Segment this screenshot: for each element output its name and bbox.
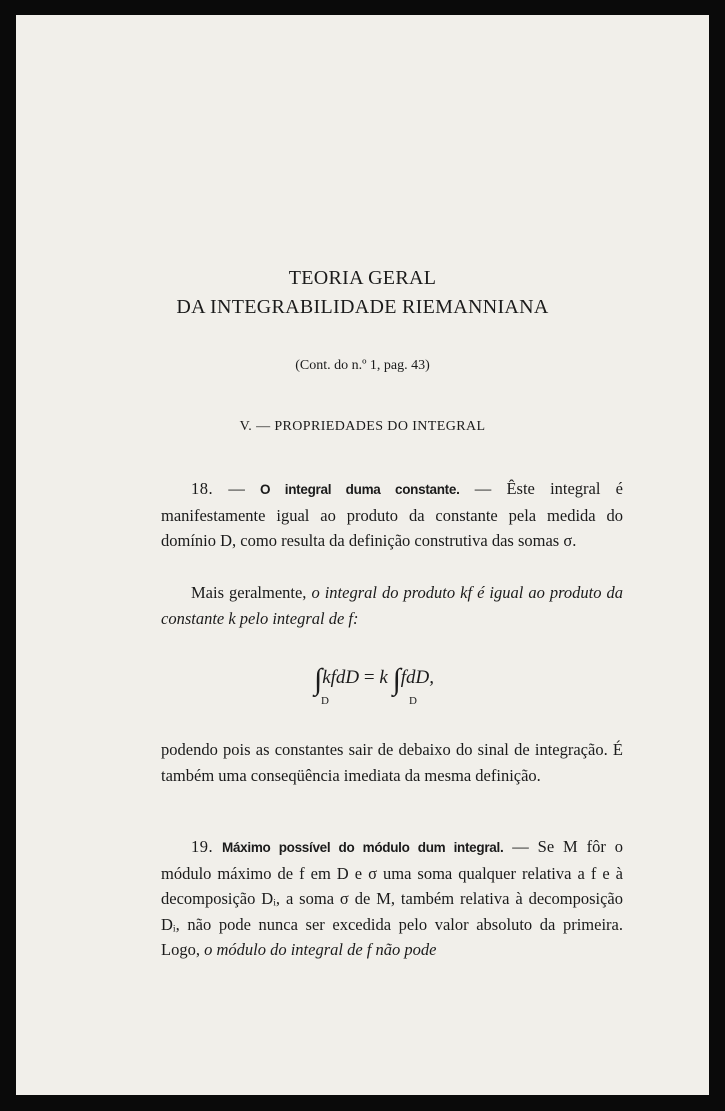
heading-dash: —: [213, 479, 261, 498]
document-page: [16, 15, 709, 1095]
formula-k: k: [379, 667, 388, 688]
formula-lhs: kfdD: [322, 667, 360, 688]
paragraph-18-continuation: [161, 580, 623, 631]
paragraph-number: 19.: [191, 837, 214, 856]
paragraph-italic: o módulo do integral de f não pode: [204, 940, 437, 959]
paragraph-text: — Êste integral é manifestamente igual ao produto da constante pela medida do domínio D, como resulta da definição construtiva das somas σ.: [161, 479, 623, 550]
paragraph-number: 18.: [191, 479, 214, 498]
paragraph-19: [161, 834, 623, 963]
paragraph-heading: O integral duma constante.: [260, 482, 460, 497]
paragraph-18: [161, 476, 623, 554]
paragraph-italic: o integral do produto kf é igual ao produto da constante k pelo integral de f:: [161, 583, 624, 628]
article-title-line-2: DA INTEGRABILIDADE RIEMANNIANA: [176, 296, 549, 318]
formula-equals: =: [359, 667, 380, 688]
formula-expression: [314, 657, 435, 696]
formula-rhs: fdD,: [400, 667, 435, 688]
paragraph-after-formula: podendo pois as constantes sair de debaixo do sinal de integração. É também uma conseqüência imediata da mesma definição.: [161, 740, 623, 785]
integral-sign-icon: ∫: [314, 663, 323, 696]
formula-domain-right: D: [409, 695, 417, 707]
article-title-line-1: TEORIA GERAL: [288, 267, 437, 289]
section-heading: V. — PROPRIEDADES DO INTEGRAL: [239, 419, 486, 434]
paragraph-text: — Se M fôr o módulo máximo de f em D e σ uma soma qualquer relativa a f e à decomposição Dᵢ, a soma σ de M, também relativa à decomposição Dᵢ, não pode nunca ser excedida pelo valor absoluto da primeira. Logo,: [161, 837, 623, 959]
formula-domain-left: D: [321, 695, 329, 707]
integral-sign-icon: ∫: [392, 663, 401, 696]
formula: [16, 655, 709, 717]
paragraph-lead: Mais geralmente,: [191, 583, 312, 602]
paragraph-heading: Máximo possível do módulo dum integral.: [222, 840, 504, 855]
continuation-note: (Cont. do n.º 1, pag. 43): [295, 358, 430, 373]
